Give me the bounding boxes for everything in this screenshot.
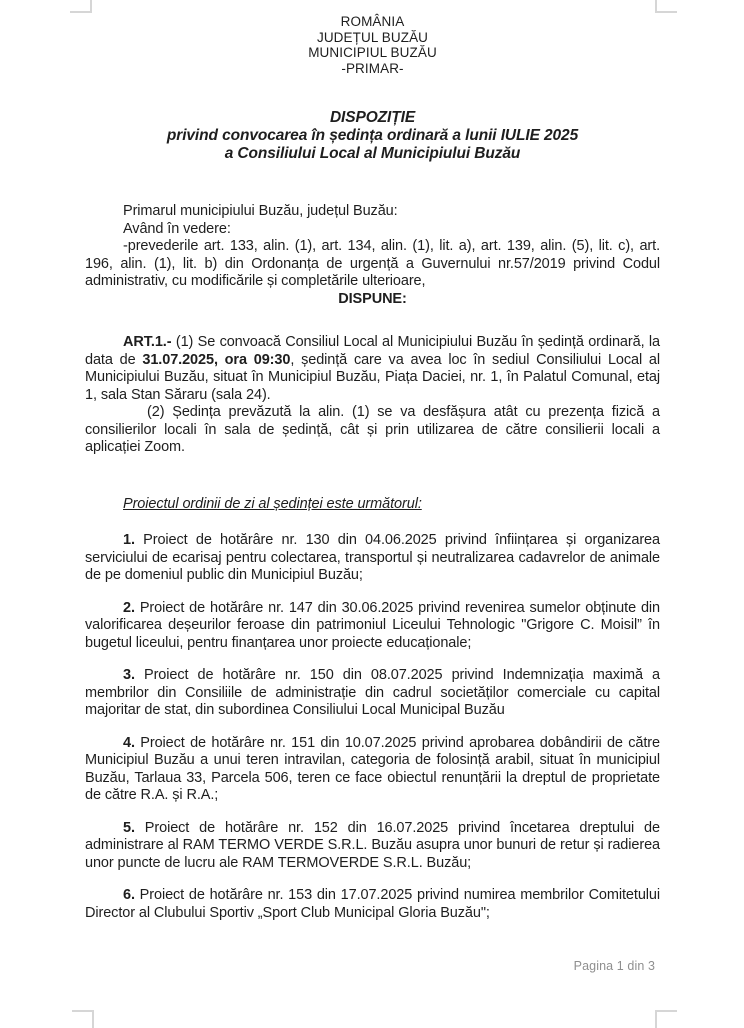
- title-body: a Consiliului Local al Municipiului Buzău: [224, 145, 521, 162]
- letterhead-county: JUDEȚUL BUZĂU: [316, 29, 429, 45]
- article-1-paragraph-1: ART.1.- (1) Se convoacă Consiliul Local al Municipiului Buzău în ședință ordinară, la data de 31.07.2025, ora 09:30, ședință care va avea loc în sediul Consiliului Local al Municipiului Buzău, situat în Municipiul Buzău, Piața Daciei, nr. 1, în Palatul Comunal, etaj 1, sala Stan Săraru (sala 24).: [85, 334, 661, 403]
- preamble-dispune: DISPUNE:: [338, 290, 407, 307]
- article-1-paragraph-2: (2) Ședința prevăzută la alin. (1) se va desfășura atât cu prezența fizică a consilierilor locali în sala de ședință, cât și prin utilizarea de către consilierii locali a aplicației Zoom.: [85, 404, 660, 455]
- agenda-heading-text: Proiectul ordinii de zi al ședinței este următorul:: [123, 495, 422, 512]
- agenda-item-1: 1. Proiect de hotărâre nr. 130 din 04.06.2025 privind înființarea și organizarea serviciului de ecarisaj pentru colectarea, transportul și neutralizarea cadavrelor de animale de pe domeniul public din Municipiul Buzău;: [85, 532, 660, 583]
- page-number: Pagina 1 din 3: [573, 959, 655, 973]
- agenda-item-5: 5. Proiect de hotărâre nr. 152 din 16.07.2025 privind încetarea dreptului de administrare al RAM TERMO VERDE S.R.L. Buzău asupra unor bunuri de retur și radierea unor puncte de lucru ale RAM TERMOVERDE S.R.L. Buzău;: [85, 819, 660, 871]
- agenda-item-6: 6. Proiect de hotărâre nr. 153 din 17.07.2025 privind numirea membrilor Comitetului Director al Clubului Sportiv „Sport Club Municipal Gloria Buzău";: [85, 887, 660, 921]
- letterhead-municipality: MUNICIPIUL BUZĂU: [308, 45, 437, 60]
- agenda-item-4: 4. Proiect de hotărâre nr. 151 din 10.07.2025 privind aprobarea dobândirii de către Municipiul Buzău a unui teren intravilan, categoria de folosință arabil, situat în municipiul Buzău, Tarlaua 33, Parcela 506, teren ce face obiectul renunțării la dreptul de proprietate de către R.A. și R.A.;: [85, 734, 660, 803]
- preamble-having: Având în vedere:: [123, 220, 231, 237]
- preamble-considerations: -prevederile art. 133, alin. (1), art. 134, alin. (1), lit. a), art. 139, alin. (5), lit. c), art. 196, alin. (1), lit. b) din Ordonanța de urgență a Guvernului nr.57/2019 privind Codul administrativ, cu modificările și completările ulterioare,: [85, 238, 660, 289]
- corner-mark-bottom-left: [72, 1010, 94, 1028]
- letterhead: [85, 14, 660, 76]
- letterhead-country: ROMÂNIA: [340, 14, 405, 29]
- agenda-item-2: 2. Proiect de hotărâre nr. 147 din 30.06.2025 privind revenirea sumelor obținute din valorificarea deșeurilor feroase din patrimoniul Liceului Tehnologic "Grigore C. Moisil” în bugetul liceului, pentru finanțarea unor proiecte educaționale;: [85, 599, 660, 651]
- title-subject: privind convocarea în ședința ordinară a lunii IULIE 2025: [166, 127, 579, 144]
- document-title: [85, 109, 660, 163]
- letterhead-issuer: -PRIMAR-: [341, 60, 404, 76]
- corner-mark-bottom-right: [655, 1010, 677, 1028]
- agenda-heading: [85, 496, 660, 514]
- preamble: [85, 203, 660, 308]
- document-content: [85, 0, 660, 937]
- agenda-item-3: 3. Proiect de hotărâre nr. 150 din 08.07.2025 privind Indemnizația maximă a membrilor din Consiliile de administrație din cadrul societăților comerciale cu capital majoritar de stat, din subordinea Consiliului Local Municipal Buzău: [85, 667, 660, 718]
- title-kind: DISPOZIȚIE: [329, 109, 416, 126]
- preamble-intro: Primarul municipiului Buzău, județul Buzău:: [123, 203, 398, 219]
